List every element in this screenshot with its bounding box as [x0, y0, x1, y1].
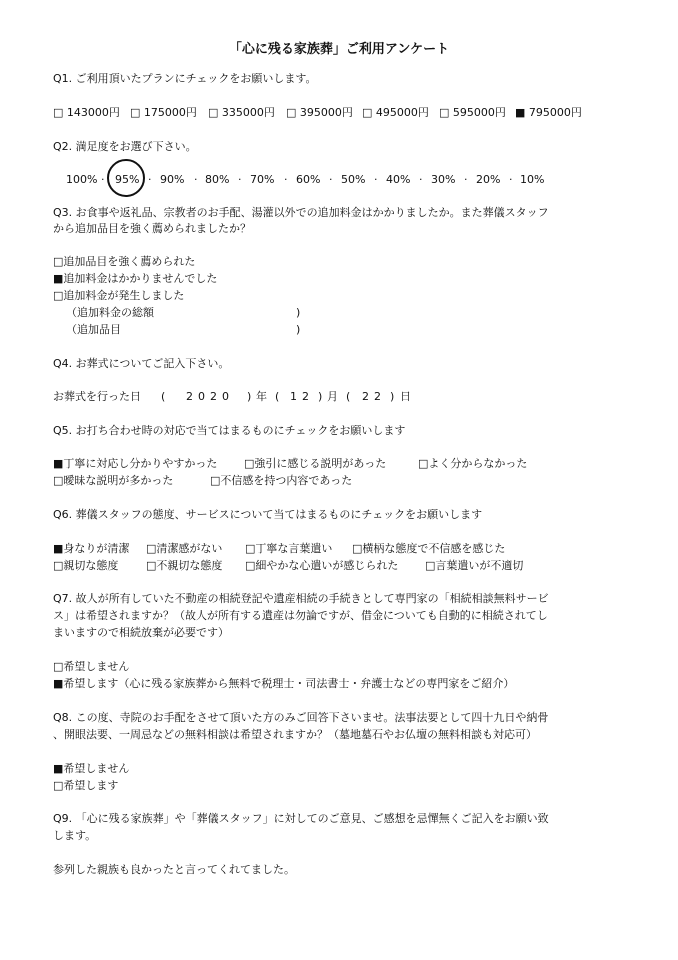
q3-extra-total-label: （追加料金の総額	[66, 306, 154, 319]
q7-question-line2: ス」は希望されますか？（故人が所有する遺産は勿論ですが、借金についても自動的に相続されてし	[53, 609, 548, 622]
q6-option-polite-speech[interactable]: □丁寧な言葉遣い	[245, 542, 333, 555]
q2-separator: ·	[374, 173, 378, 186]
q4-month-open: (	[275, 390, 280, 403]
q2-option-50[interactable]: 50%	[341, 173, 366, 186]
q5-option-distrust[interactable]: □不信感を持つ内容であった	[210, 474, 353, 487]
q2-separator: ·	[148, 173, 152, 186]
q2-option-80[interactable]: 80%	[205, 173, 230, 186]
q6-question: Q6. 葬儀スタッフの態度、サービスについて当てはまるものにチェックをお願いします	[53, 508, 483, 521]
q3-extra-items-close: )	[296, 323, 301, 336]
q2-option-30[interactable]: 30%	[431, 173, 456, 186]
q5-question: Q5. お打ち合わせ時の対応で当てはまるものにチェックをお願いします	[53, 424, 406, 437]
q2-option-90[interactable]: 90%	[160, 173, 185, 186]
q2-question: Q2. 満足度をお選び下さい。	[53, 140, 197, 153]
q2-separator: ·	[238, 173, 242, 186]
q1-option-143000[interactable]: □ 143000円	[53, 106, 120, 119]
q4-year-open: (	[161, 390, 166, 403]
q2-option-10[interactable]: 10%	[520, 173, 545, 186]
q1-option-175000[interactable]: □ 175000円	[130, 106, 197, 119]
q6-option-improper-speech[interactable]: □言葉遣いが不適切	[425, 559, 524, 572]
q4-question: Q4. お葬式についてご記入下さい。	[53, 357, 230, 370]
q4-year-close: )	[247, 390, 252, 403]
q4-day-value[interactable]: 22	[362, 390, 386, 403]
q1-option-595000[interactable]: □ 595000円	[439, 106, 506, 119]
q1-option-495000[interactable]: □ 495000円	[362, 106, 429, 119]
q7-option-no[interactable]: □希望しません	[53, 660, 130, 673]
q2-option-60[interactable]: 60%	[296, 173, 321, 186]
q1-question: Q1. ご利用頂いたプランにチェックをお願いします。	[53, 72, 317, 85]
q9-question-line2: します。	[53, 829, 97, 842]
q4-year-value[interactable]: 2020	[186, 390, 234, 403]
q1-option-395000[interactable]: □ 395000円	[286, 106, 353, 119]
q4-day-open: (	[346, 390, 351, 403]
q8-option-yes[interactable]: □希望します	[53, 779, 119, 792]
q8-question-line1: Q8. この度、寺院のお手配をさせて頂いた方のみご回答下さいませ。法事法要として四十九日や納骨	[53, 711, 549, 724]
q3-question-line1: Q3. お食事や返礼品、宗教者のお手配、湯灌以外での追加料金はかかりましたか。また葬儀スタッフ	[53, 206, 549, 219]
q3-extra-total-close: )	[296, 306, 301, 319]
q3-option-strongly-recommended[interactable]: □追加品目を強く薦められた	[53, 255, 196, 268]
q6-option-arrogant[interactable]: □横柄な態度で不信感を感じた	[352, 542, 506, 555]
q5-option-polite[interactable]: ■丁寧に対応し分かりやすかった	[53, 457, 218, 470]
q2-separator: ·	[329, 173, 333, 186]
q8-question-line2: 、開眼法要、一周忌などの無料相談は希望されますか？（墓地墓石やお仏壇の無料相談も対応可）	[53, 728, 537, 741]
q2-option-40[interactable]: 40%	[386, 173, 411, 186]
q2-option-100[interactable]: 100%	[66, 173, 98, 186]
q6-option-clean-appearance[interactable]: ■身なりが清潔	[53, 542, 130, 555]
q2-separator: ·	[101, 173, 105, 186]
q4-month-unit: 月	[327, 390, 338, 403]
q2-option-20[interactable]: 20%	[476, 173, 501, 186]
q4-year-unit: 年	[256, 390, 267, 403]
q5-option-unclear[interactable]: □よく分からなかった	[418, 457, 528, 470]
q5-option-pushy[interactable]: □強引に感じる説明があった	[244, 457, 387, 470]
q2-separator: ·	[194, 173, 198, 186]
q4-date-label: お葬式を行った日	[53, 390, 141, 403]
selected-circle-mark	[107, 159, 145, 197]
q2-option-95[interactable]: 95%	[115, 173, 140, 186]
q4-day-unit: 日	[400, 390, 411, 403]
q6-option-kind[interactable]: □親切な態度	[53, 559, 119, 572]
q2-separator: ·	[509, 173, 513, 186]
q2-separator: ·	[419, 173, 423, 186]
q5-option-vague[interactable]: □曖昧な説明が多かった	[53, 474, 174, 487]
q3-question-line2: から追加品目を強く薦められましたか？	[53, 222, 251, 235]
q6-option-thoughtful[interactable]: □細やかな心遣いが感じられた	[245, 559, 399, 572]
q3-option-extra-fee[interactable]: □追加料金が発生しました	[53, 289, 185, 302]
q7-question-line1: Q7. 故人が所有していた不動産の相続登記や遺産相続の手続きとして専門家の「相続相談無料サービ	[53, 592, 549, 605]
q3-extra-items-label: （追加品目	[66, 323, 121, 336]
q2-separator: ·	[284, 173, 288, 186]
q7-question-line3: まいますので相続放棄が必要です）	[53, 626, 229, 639]
q2-option-70[interactable]: 70%	[250, 173, 275, 186]
q7-option-yes[interactable]: ■希望します（心に残る家族葬から無料で税理士・司法書士・弁護士などの専門家をご紹介）	[53, 677, 515, 690]
q3-option-no-extra-fee[interactable]: ■追加料金はかかりませんでした	[53, 272, 218, 285]
q8-option-no[interactable]: ■希望しません	[53, 762, 130, 775]
q4-month-value[interactable]: 12	[290, 390, 314, 403]
q2-separator: ·	[464, 173, 468, 186]
q9-answer-text[interactable]: 参列した親族も良かったと言ってくれてました。	[53, 863, 295, 876]
q1-option-795000[interactable]: ■ 795000円	[515, 106, 582, 119]
q1-option-335000[interactable]: □ 335000円	[208, 106, 275, 119]
survey-title: 「心に残る家族葬」ご利用アンケート	[228, 42, 450, 57]
q9-question-line1: Q9. 「心に残る家族葬」や「葬儀スタッフ」に対してのご意見、ご感想を忌憚無くご記入をお願い致	[53, 812, 549, 825]
q6-option-not-clean[interactable]: □清潔感がない	[146, 542, 223, 555]
q4-day-close: )	[390, 390, 395, 403]
q4-month-close: )	[318, 390, 323, 403]
q6-option-unkind[interactable]: □不親切な態度	[146, 559, 223, 572]
